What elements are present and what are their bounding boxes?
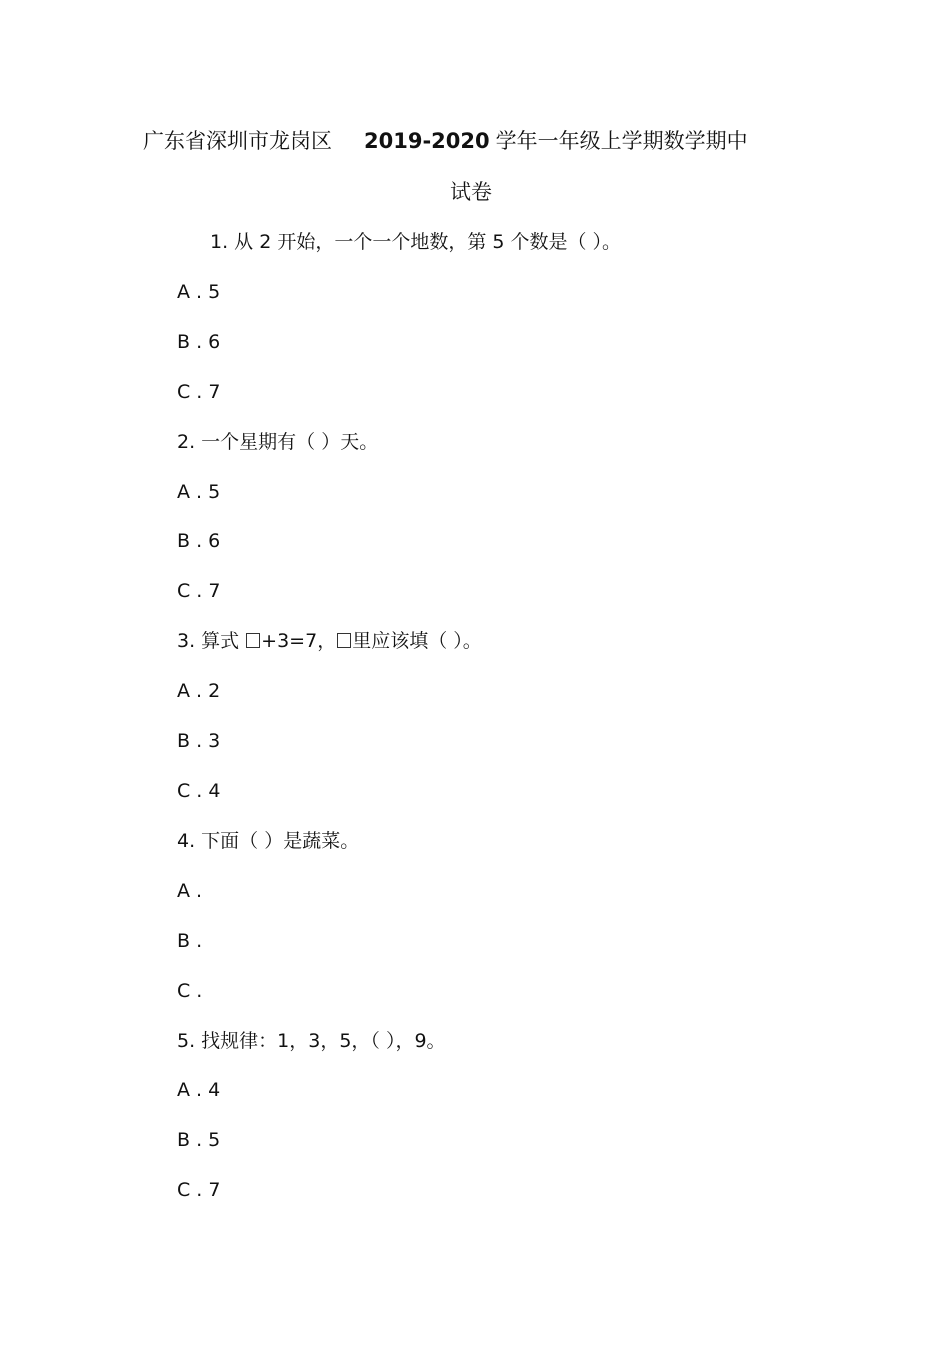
question-2-stem: 2. 一个星期有（ ）天。 xyxy=(177,431,379,453)
question-1-option-c: C . 7 xyxy=(177,381,221,403)
blank-box-icon xyxy=(246,633,260,648)
question-2-option-b: B . 6 xyxy=(177,530,221,552)
question-5-option-c: C . 7 xyxy=(177,1179,221,1201)
blank-box-icon xyxy=(337,633,351,648)
question-4-option-c: C . xyxy=(177,980,203,1002)
question-4-stem: 4. 下面（ ）是蔬菜。 xyxy=(177,830,360,852)
title-year: 2019-2020 xyxy=(364,129,490,153)
question-4-option-b: B . xyxy=(177,930,203,952)
question-5-option-b: B . 5 xyxy=(177,1129,221,1151)
document-title-line-1 xyxy=(143,131,748,152)
question-3-stem-part-1: 3. 算式 xyxy=(177,630,240,652)
question-5-stem: 5. 找规律：1，3，5，（ ），9。 xyxy=(177,1030,446,1052)
title-suffix: 试卷 xyxy=(450,180,492,204)
title-subject: 学年一年级上学期数学期中 xyxy=(495,129,748,153)
question-3-stem-part-3: 里应该填（ ）。 xyxy=(352,630,482,652)
question-1-option-a: A . 5 xyxy=(177,281,221,303)
question-1-stem: 1. 从 2 开始，一个一个地数，第 5 个数是（ ）。 xyxy=(210,231,622,253)
question-3-option-a: A . 2 xyxy=(177,680,221,702)
title-region: 广东省深圳市龙岗区 xyxy=(143,129,332,153)
question-3-option-b: B . 3 xyxy=(177,730,221,752)
question-3-stem-part-2: +3=7， xyxy=(261,630,337,652)
question-5-option-a: A . 4 xyxy=(177,1079,221,1101)
question-1-option-b: B . 6 xyxy=(177,331,221,353)
question-3-option-c: C . 4 xyxy=(177,780,221,802)
question-2-option-c: C . 7 xyxy=(177,580,221,602)
document-title-line-2 xyxy=(450,182,492,203)
question-2-option-a: A . 5 xyxy=(177,481,221,503)
question-3-stem xyxy=(177,632,482,651)
question-4-option-a: A . xyxy=(177,880,203,902)
